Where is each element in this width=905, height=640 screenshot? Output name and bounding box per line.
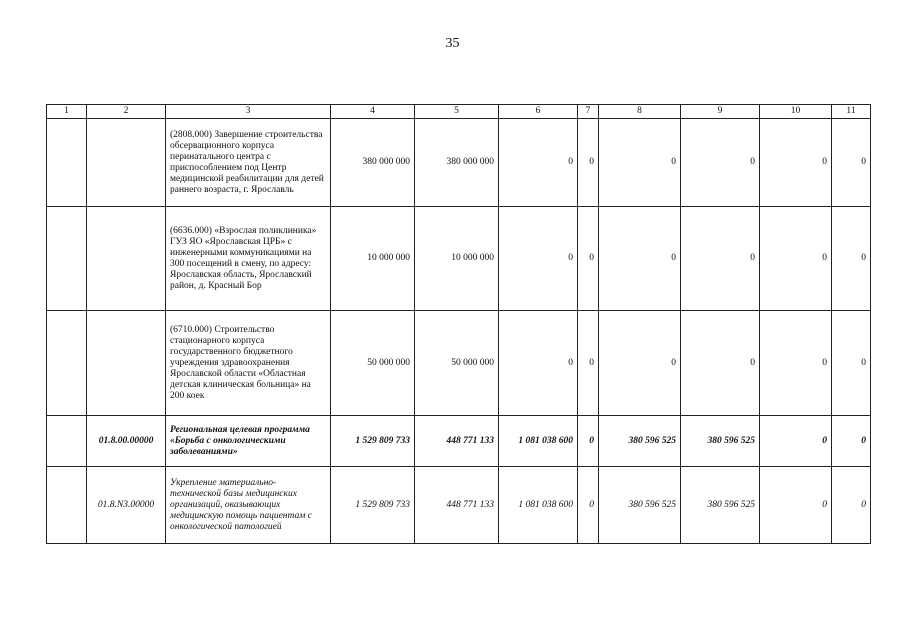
header-row [47,105,871,119]
budget-table [46,104,871,544]
code-cell [87,119,166,207]
amount-cell: 380 000 000 [331,119,415,207]
table-row [47,467,871,544]
row-number-cell [47,119,87,207]
code-cell [87,311,166,416]
row-number-cell [47,467,87,544]
column-header: 4 [331,105,415,119]
amount-cell: 380 596 525 [599,467,681,544]
row-number-cell [47,311,87,416]
amount-cell: 0 [760,467,832,544]
amount-cell: 1 529 809 733 [331,416,415,467]
amount-cell: 0 [599,311,681,416]
amount-cell: 0 [599,207,681,311]
column-header: 9 [681,105,760,119]
amount-cell: 0 [499,207,578,311]
row-number-cell [47,416,87,467]
amount-cell: 380 596 525 [599,416,681,467]
amount-cell: 0 [499,311,578,416]
name-cell: Укрепление материально-технической базы медицинских организаций, оказывающих медицинскую помощь пациентам с онкологической патологией [166,467,331,544]
amount-cell: 448 771 133 [415,416,499,467]
column-header: 11 [832,105,871,119]
amount-cell: 448 771 133 [415,467,499,544]
amount-cell: 0 [499,119,578,207]
code-cell: 01.8.N3.00000 [87,467,166,544]
amount-cell: 1 081 038 600 [499,416,578,467]
table-row [47,311,871,416]
amount-cell: 0 [760,416,832,467]
name-cell: (6710.000) Строительство стационарного корпуса государственного бюджетного учреждения здравоохранения Ярославской области «Областная детская клиническая больница» на 200 коек [166,311,331,416]
amount-cell: 0 [681,311,760,416]
amount-cell: 0 [578,416,599,467]
name-cell: (6636.000) «Взрослая поликлиника» ГУЗ ЯО «Ярославская ЦРБ» с инженерными коммуникациями на 300 посещений в смену, по адресу: Ярославская область, Ярославский район, д. Красный Бор [166,207,331,311]
amount-cell: 0 [832,467,871,544]
column-header: 7 [578,105,599,119]
amount-cell: 10 000 000 [331,207,415,311]
column-header: 5 [415,105,499,119]
amount-cell: 0 [578,311,599,416]
code-cell [87,207,166,311]
amount-cell: 0 [578,207,599,311]
name-cell: Региональная целевая программа «Борьба с онкологическими заболеваниями» [166,416,331,467]
amount-cell: 0 [578,119,599,207]
column-header: 2 [87,105,166,119]
amount-cell: 50 000 000 [331,311,415,416]
table-row [47,416,871,467]
amount-cell: 0 [832,119,871,207]
amount-cell: 0 [599,119,681,207]
amount-cell: 380 596 525 [681,416,760,467]
amount-cell: 10 000 000 [415,207,499,311]
amount-cell: 0 [681,119,760,207]
column-header: 10 [760,105,832,119]
amount-cell: 0 [760,119,832,207]
name-cell: (2808.000) Завершение строительства обсервационного корпуса перинатального центра с приспособлением под Центр медицинской реабилитации для детей раннего возраста, г. Ярославль [166,119,331,207]
code-cell: 01.8.00.00000 [87,416,166,467]
column-header: 1 [47,105,87,119]
amount-cell: 0 [578,467,599,544]
amount-cell: 1 081 038 600 [499,467,578,544]
amount-cell: 1 529 809 733 [331,467,415,544]
amount-cell: 380 000 000 [415,119,499,207]
amount-cell: 0 [832,311,871,416]
row-number-cell [47,207,87,311]
amount-cell: 0 [760,207,832,311]
amount-cell: 0 [832,416,871,467]
column-header: 6 [499,105,578,119]
table-row [47,119,871,207]
amount-cell: 0 [832,207,871,311]
amount-cell: 0 [760,311,832,416]
amount-cell: 380 596 525 [681,467,760,544]
amount-cell: 50 000 000 [415,311,499,416]
column-header: 3 [166,105,331,119]
page-number: 35 [445,36,460,51]
table-row [47,207,871,311]
amount-cell: 0 [681,207,760,311]
column-header: 8 [599,105,681,119]
